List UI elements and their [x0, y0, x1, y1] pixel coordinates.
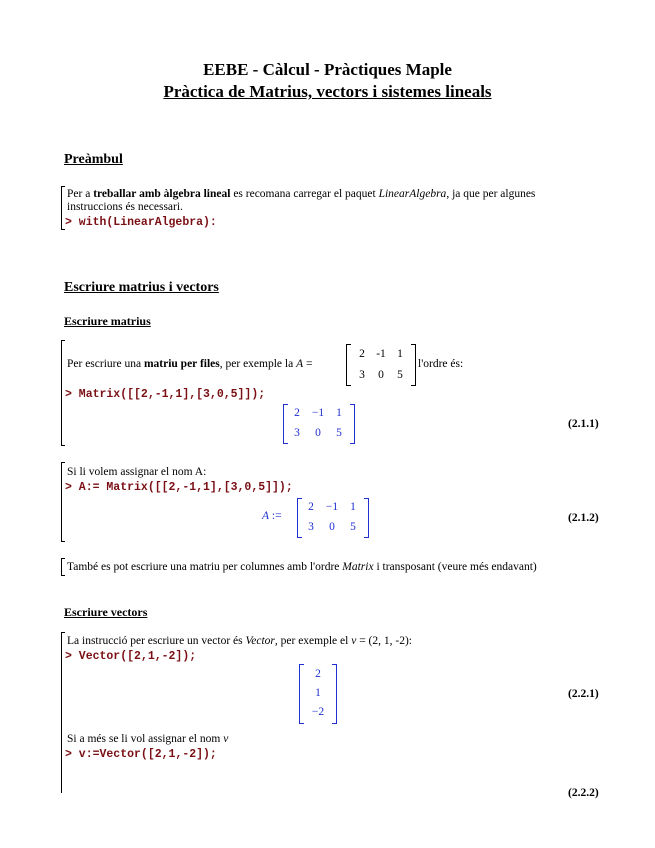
output-lhs: A := — [262, 510, 282, 522]
equation-label[interactable]: (2.1.1) — [568, 418, 599, 430]
document-title: EEBE - Càlcul - Pràctiques Maple — [203, 60, 452, 79]
equation-label[interactable]: (2.2.2) — [568, 787, 599, 799]
matrix-rows-text: Per escriure una matriu per files, per exemple la A = — [67, 358, 313, 370]
maple-input-vector[interactable]: > Vector([2,1,-2]); — [65, 650, 197, 663]
equation-label[interactable]: (2.2.1) — [568, 688, 599, 700]
section-heading-matrius-vectors[interactable]: Escriure matrius i vectors — [64, 280, 219, 295]
inline-matrix-a: 2 -1 1 3 0 5 — [346, 344, 416, 386]
output-vector-2-2-1: 2 1 −2 — [299, 664, 337, 724]
maple-input-assign-vector[interactable]: > v:=Vector([2,1,-2]); — [65, 748, 217, 761]
assign-vector-text: Si a més se li vol assignar el nom v — [67, 733, 229, 745]
maple-input-matrix[interactable]: > Matrix([[2,-1,1],[3,0,5]]); — [65, 388, 266, 401]
columns-note-text: També es pot escriure una matriu per columnes amb l'ordre Matrix i transposant (veure més endavant) — [67, 561, 537, 573]
execution-group-bracket[interactable] — [61, 462, 65, 542]
output-matrix-2-1-1: 2 −1 1 3 0 5 — [283, 404, 355, 444]
section-heading-preambul[interactable]: Preàmbul — [64, 152, 123, 167]
assign-name-text: Si li volem assignar el nom A: — [67, 466, 207, 478]
preambul-paragraph: Per a treballar amb àlgebra lineal es recomana carregar el paquet LinearAlgebra, ja que per algunes instruccions és necessari. — [67, 188, 536, 213]
maple-input-with-linearalgebra[interactable]: > with(LinearAlgebra): — [65, 216, 217, 229]
output-matrix-2-1-2: 2 −1 1 3 0 5 — [297, 498, 369, 538]
vector-instruction-text: La instrucció per escriure un vector és Vector, per exemple el v = (2, 1, -2): — [67, 635, 412, 647]
subsection-heading-vectors[interactable]: Escriure vectors — [64, 605, 148, 619]
execution-group-bracket[interactable] — [61, 558, 65, 576]
subsection-heading-matrius[interactable]: Escriure matrius — [64, 314, 151, 328]
maple-input-assign-matrix[interactable]: > A:= Matrix([[2,-1,1],[3,0,5]]); — [65, 481, 293, 494]
document-subtitle: Pràctica de Matrius, vectors i sistemes lineals — [163, 82, 492, 101]
equation-label[interactable]: (2.1.2) — [568, 512, 599, 524]
matrix-rows-text-end: l'ordre és: — [418, 358, 464, 370]
